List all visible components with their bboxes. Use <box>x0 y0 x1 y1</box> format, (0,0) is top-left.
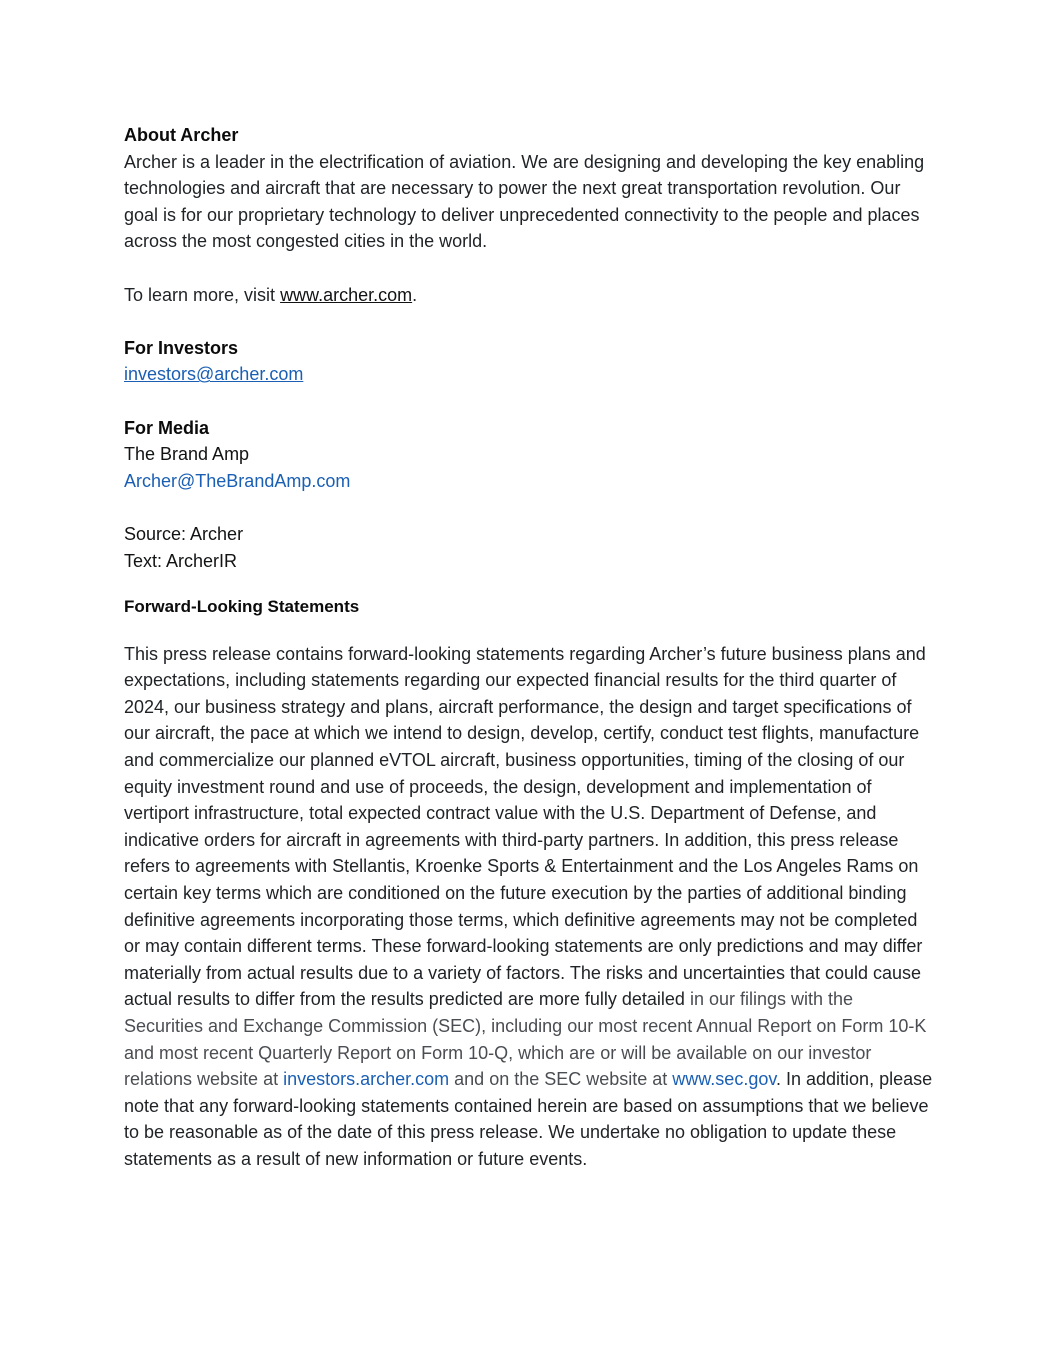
forward-looking-heading: Forward-Looking Statements <box>124 597 360 617</box>
investors-email-link[interactable]: investors@archer.com <box>124 364 304 385</box>
investors-heading: For Investors <box>124 337 239 358</box>
spacer <box>124 494 934 521</box>
learn-more-prefix: To learn more, visit <box>124 284 281 305</box>
learn-more-suffix: . <box>412 284 418 305</box>
media-email-link[interactable]: Archer@TheBrandAmp.com <box>124 470 351 491</box>
investors-email-line <box>124 361 934 388</box>
spacer <box>124 388 934 415</box>
sec-website-link[interactable]: www.sec.gov <box>672 1069 776 1090</box>
fls-part3: and on the SEC website at <box>449 1069 673 1090</box>
forward-looking-body <box>124 641 934 1173</box>
spacer <box>124 255 934 282</box>
source-line: Source: Archer <box>124 523 244 544</box>
fls-part2: in our filings with the Securities and Exchange Commission (SEC), including our most recent Annual Report on Form 10-K and most recent Quarterly Report on Form 10-Q, which are or will be available on our investor relations website at <box>124 989 927 1090</box>
text-line: Text: ArcherIR <box>124 550 238 571</box>
investor-relations-link[interactable]: investors.archer.com <box>283 1069 450 1090</box>
about-heading: About Archer <box>124 125 239 145</box>
media-agency: The Brand Amp <box>124 444 250 465</box>
archer-website-link[interactable]: www.archer.com <box>280 284 413 305</box>
spacer <box>124 621 934 641</box>
press-release-page <box>124 122 934 1173</box>
spacer <box>124 308 934 335</box>
media-email-line <box>124 468 934 495</box>
learn-more-line <box>124 282 934 309</box>
fls-part4: . In addition, please note that any forward-looking statements contained herein are based on assumptions that we believe to be reasonable as of the date of this press release. We undertake no obligation to update these statements as a result of new information or future events. <box>124 1069 933 1169</box>
media-heading: For Media <box>124 417 210 438</box>
spacer <box>124 574 934 594</box>
about-body: Archer is a leader in the electrification of aviation. We are designing and developing the key enabling technologies and aircraft that are necessary to power the next great transportation revolution. Our goal is for our proprietary technology to deliver unprecedented connectivity to the people and places across the most congested cities in the world. <box>124 151 925 252</box>
fls-part1: This press release contains forward-looking statements regarding Archer’s future business plans and expectations, including statements regarding our expected financial results for the third quarter of 2024, our business strategy and plans, aircraft performance, the design and target specifications of our aircraft, the pace at which we intend to design, develop, certify, conduct test flights, manufacture and commercialize our planned eVTOL aircraft, business opportunities, timing of the closing of our equity investment round and use of proceeds, the design, development and implementation of vertiport infrastructure, total expected contract value with the U.S. Department of Defense, and indicative orders for aircraft in agreements with third-party partners. In addition, this press release refers to agreements with Stellantis, Kroenke Sports & Entertainment and the Los Angeles Rams on certain key terms which are conditioned on the future execution by the parties of additional binding definitive agreements incorporating those terms, which definitive agreements may not be completed or may contain different terms. These forward-looking statements are only predictions and may differ materially from actual results due to a variety of factors. The risks and uncertainties that could cause actual results to differ from the results predicted are more fully detailed <box>124 643 926 1010</box>
